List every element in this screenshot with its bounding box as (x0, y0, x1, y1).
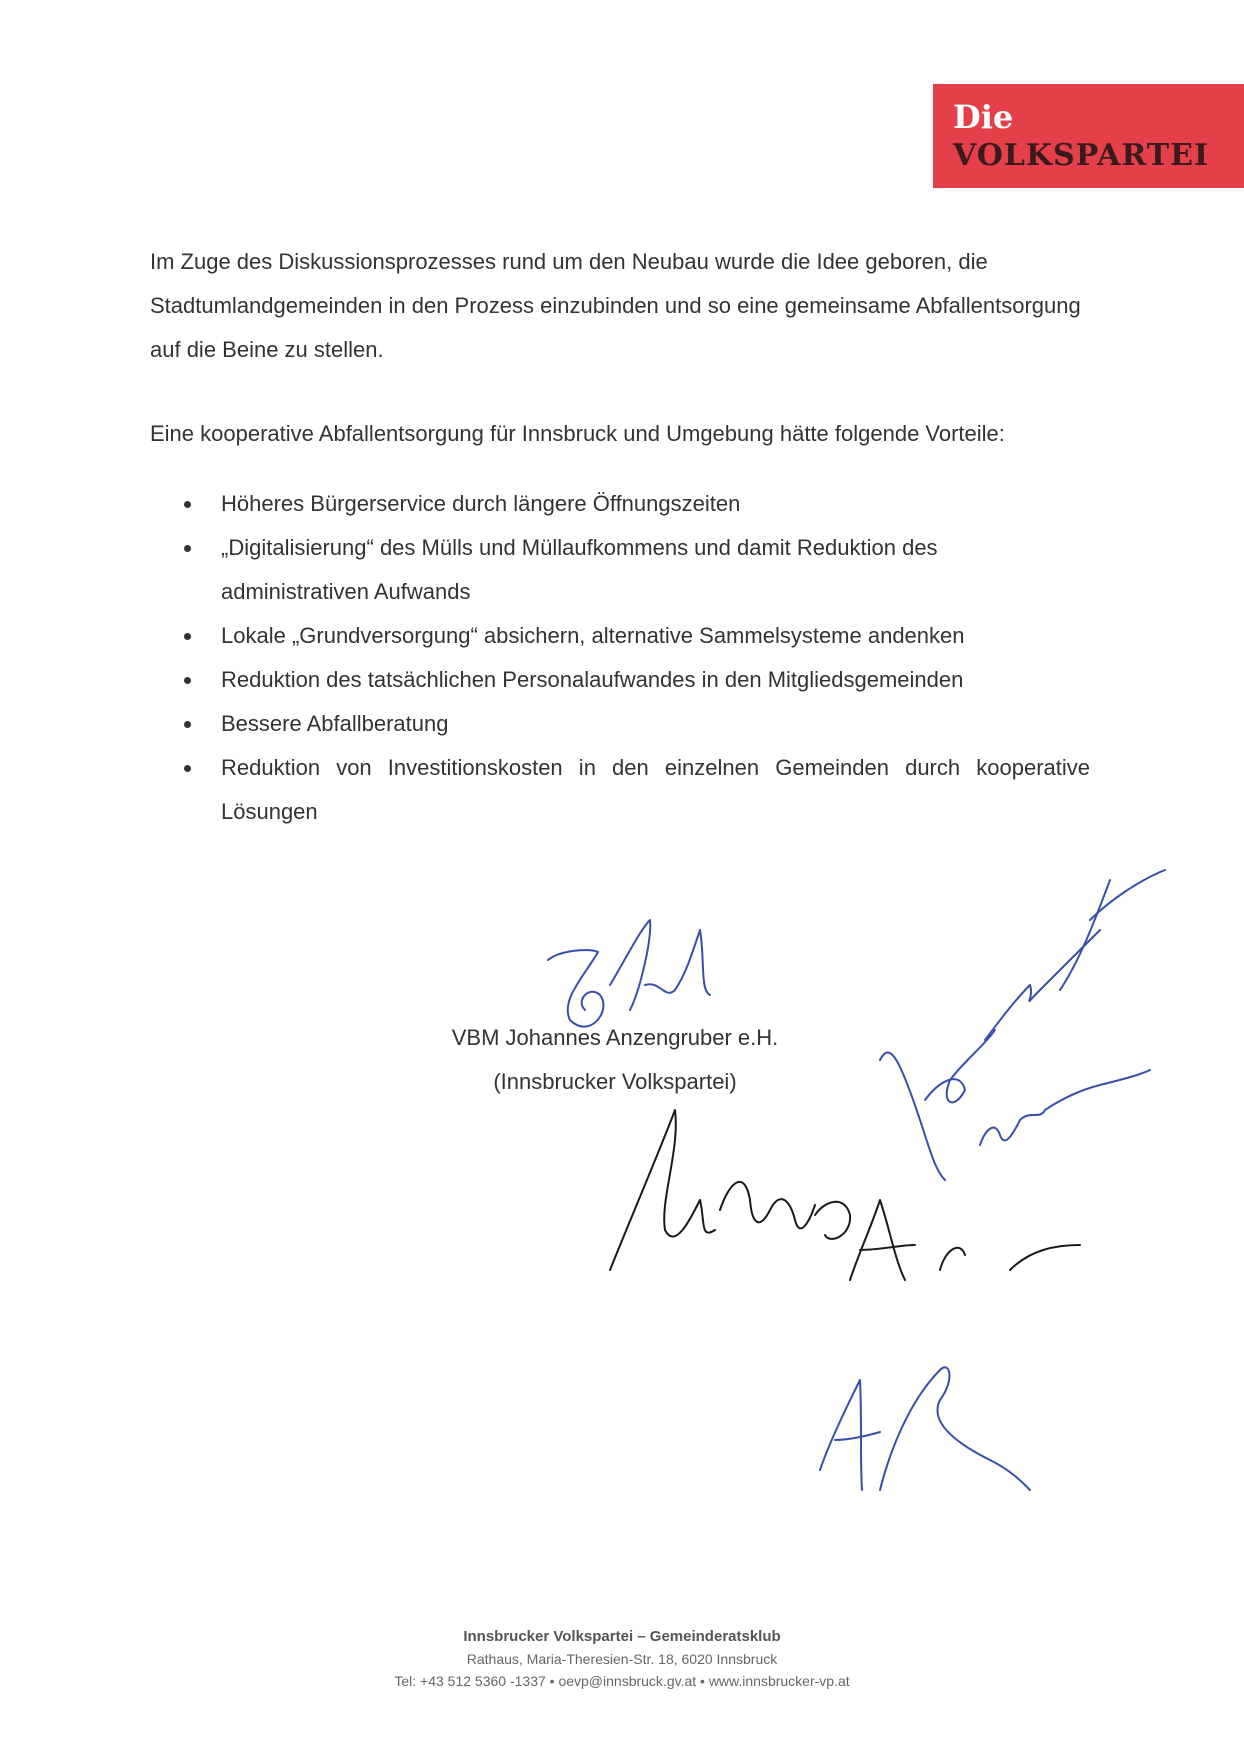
logo-text-die: Die (953, 98, 1014, 136)
list-item: Bessere Abfallberatung (150, 702, 1090, 746)
list-item: Reduktion des tatsächlichen Personalaufwandes in den Mitgliedsgemeinden (150, 658, 1090, 702)
list-item: „Digitalisierung“ des Mülls und Müllaufkommens und damit Reduktion des administrativen Aufwands (150, 526, 1090, 614)
signature-black (610, 1110, 1080, 1280)
signatory-name: VBM Johannes Anzengruber e.H. (451, 1025, 779, 1050)
signatory-party: (Innsbrucker Volkspartei) (493, 1069, 737, 1094)
list-item: Lokale „Grundversorgung“ absichern, alternative Sammelsysteme andenken (150, 614, 1090, 658)
signature-anzengruber (548, 920, 710, 1027)
intro-paragraph: Im Zuge des Diskussionsprozesses rund um den Neubau wurde die Idee geboren, die Stadtumlandgemeinden in den Prozess einzubinden und so eine gemeinsame Abfallentsorgung auf die Beine zu stellen. (150, 249, 1081, 362)
signature-lower (820, 1367, 1030, 1490)
footer-address: Rathaus, Maria-Theresien-Str. 18, 6020 Innsbruck (466, 1651, 778, 1667)
list-item: Reduktion von Investitionskosten in den einzelnen Gemeinden durch kooperative Lösungen (150, 746, 1090, 834)
advantages-intro: Eine kooperative Abfallentsorgung für Innsbruck und Umgebung hätte folgende Vorteile: (150, 421, 1005, 446)
letter-footer (0, 1626, 1244, 1692)
footer-organization: Innsbrucker Volkspartei – Gemeinderatsklub (463, 1628, 781, 1645)
footer-contact: Tel: +43 512 5360 -1337 • oevp@innsbruck.gv.at • www.innsbrucker-vp.at (394, 1673, 850, 1689)
logo-text-volkspartei: VOLKSPARTEI (953, 138, 1209, 173)
signature-diagonal (880, 870, 1165, 1180)
list-item: Höheres Bürgerservice durch längere Öffnungszeiten (150, 482, 1090, 526)
